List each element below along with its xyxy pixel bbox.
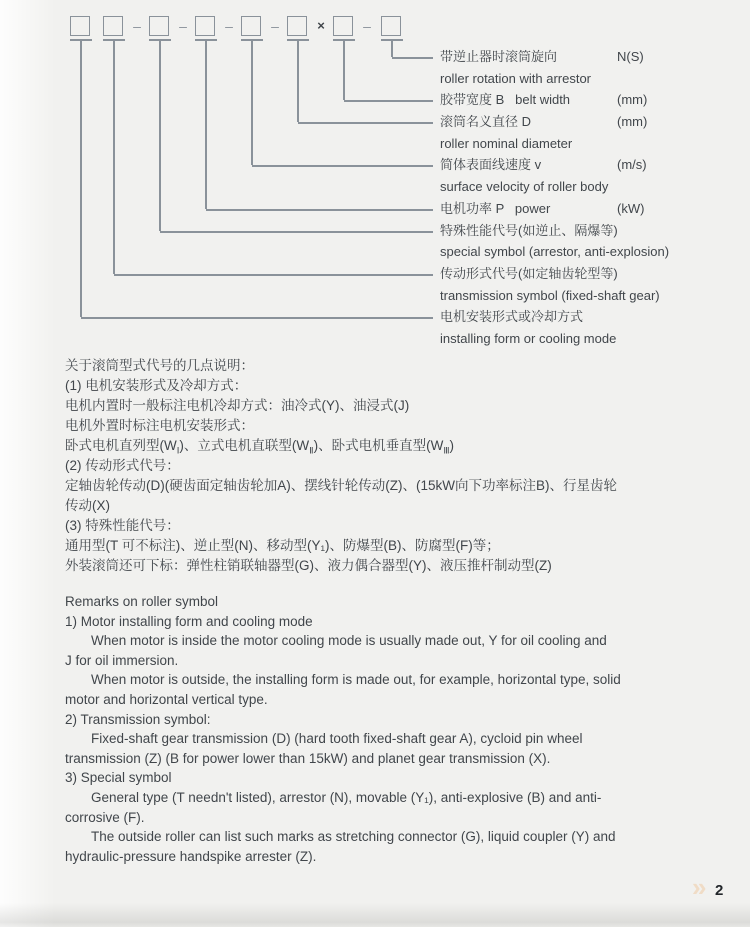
text-line: 1) Motor installing form and cooling mode xyxy=(65,613,313,629)
text-line: (3) 特殊性能代号： xyxy=(65,518,180,533)
connector-line xyxy=(344,100,433,102)
connector-line xyxy=(391,41,393,57)
code-box xyxy=(287,16,307,36)
code-label-line xyxy=(440,198,740,220)
connector-line xyxy=(298,122,433,124)
text-line: 通用型(T 可不标注)、逆止型(N)、移动型(Y₁)、防爆型(B)、防腐型(F)等； xyxy=(65,538,500,553)
text-line: motor and horizontal vertical type. xyxy=(65,691,268,707)
label-text: surface velocity of roller body xyxy=(440,179,609,195)
code-label-line xyxy=(440,154,740,176)
text-line: corrosive (F). xyxy=(65,809,145,825)
label-unit: (m/s) xyxy=(617,157,647,173)
label-text: 简体表面线速度 v xyxy=(440,157,542,173)
separator-dash: – xyxy=(271,18,279,34)
label-text: 滚筒名义直径 D xyxy=(440,114,532,130)
label-unit: (kW) xyxy=(617,200,645,216)
model-code-diagram xyxy=(0,0,750,360)
code-label-line xyxy=(440,111,740,133)
separator-dash: – xyxy=(179,18,187,34)
label-text: installing form or cooling mode xyxy=(440,330,617,346)
text-line: 电机外置时标注电机安装形式： xyxy=(65,418,254,433)
connector-line xyxy=(205,41,207,209)
code-label-line xyxy=(440,46,740,68)
code-label-line xyxy=(440,220,740,242)
text-line: 3) Special symbol xyxy=(65,770,172,786)
text-line: Fixed-shaft gear transmission (D) (hard tooth fixed-shaft gear A), cycloid pin wheel xyxy=(91,731,583,747)
code-label-line xyxy=(440,133,740,155)
text-line: Remarks on roller symbol xyxy=(65,594,219,609)
double-chevron-icon: » xyxy=(692,872,707,902)
code-label-line xyxy=(440,241,740,263)
separator-dash: – xyxy=(133,18,141,34)
text-line: When motor is inside the motor cooling mode is usually made out, Y for oil cooling and xyxy=(91,633,607,649)
page-number: 2 xyxy=(715,882,724,899)
text-line: hydraulic-pressure handspike arrester (Z). xyxy=(65,848,317,864)
text-line: (2) 传动形式代号： xyxy=(65,458,180,473)
label-unit: N(S) xyxy=(617,49,644,64)
label-unit: (mm) xyxy=(617,114,648,130)
label-text: transmission symbol (fixed-shaft gear) xyxy=(440,287,660,303)
code-label-line xyxy=(440,176,740,198)
separator-dash: – xyxy=(363,18,371,34)
separator-dash: – xyxy=(225,18,233,34)
connector-line xyxy=(392,57,433,59)
connector-line xyxy=(159,41,161,231)
remarks-english xyxy=(65,592,710,866)
code-label-line xyxy=(440,89,740,111)
text-line: J for oil immersion. xyxy=(65,652,179,668)
code-box xyxy=(103,16,123,36)
code-box xyxy=(70,16,90,36)
remarks-chinese xyxy=(65,356,710,576)
connector-line xyxy=(114,274,433,276)
text-line: 电机内置时一般标注电机冷却方式：油冷式(Y)、油浸式(J) xyxy=(65,398,410,413)
code-box xyxy=(333,16,353,36)
text-line: 关于滚筒型式代号的几点说明： xyxy=(65,358,254,373)
text-line: 卧式电机直列型$(W_Ⅰ)$、立式电机直联型$(W_Ⅱ)$、卧式电机垂直型$(W_Ⅲ)$ xyxy=(65,438,455,456)
text-line: 传动(X) xyxy=(65,498,110,513)
text-line: 定轴齿轮传动(D)(硬齿面定轴齿轮加A)、摆线针轮传动(Z)、(15kW向下功率标注B)、行星齿轮 xyxy=(65,478,617,493)
text-line: transmission (Z) (B for power lower than 15kW) and planet gear transmission (X). xyxy=(65,750,551,766)
connector-line xyxy=(80,41,82,317)
connector-line xyxy=(81,317,433,319)
text-line: When motor is outside, the installing form is made out, for example, horizontal type, solid xyxy=(91,672,621,688)
label-text: 电机功率 P power xyxy=(440,200,551,216)
text-line: General type (T needn't listed), arrestor (N), movable (Y₁), anti-explosive (B) and anti- xyxy=(91,789,602,805)
code-box xyxy=(195,16,215,36)
text-line: 外装滚筒还可下标：弹性柱销联轴器型(G)、液力偶合器型(Y)、液压推杆制动型(Z) xyxy=(65,558,552,573)
code-label-line xyxy=(440,263,740,285)
code-box xyxy=(381,16,401,36)
connector-line xyxy=(113,41,115,274)
scan-shadow-edge xyxy=(0,903,750,927)
text-line: 2) Transmission symbol: xyxy=(65,711,211,727)
connector-line xyxy=(251,41,253,165)
label-text: roller nominal diameter xyxy=(440,135,573,151)
code-label-line xyxy=(440,68,740,90)
label-text: roller rotation with arrestor xyxy=(440,70,591,86)
code-label-line xyxy=(440,328,740,350)
text-line: The outside roller can list such marks as stretching connector (G), liquid coupler (Y) and xyxy=(91,829,616,845)
code-label-line xyxy=(440,285,740,307)
label-text: 带逆止器时滚筒旋向 xyxy=(440,49,558,64)
connector-line xyxy=(160,231,433,233)
code-box xyxy=(241,16,261,36)
label-text: 胶带宽度 B belt width xyxy=(440,92,571,108)
code-labels xyxy=(440,46,740,350)
code-box xyxy=(149,16,169,36)
connector-line xyxy=(343,41,345,100)
label-text: 特殊性能代号(如逆止、隔爆等) xyxy=(440,222,618,238)
connector-line xyxy=(297,41,299,122)
label-text: 传动形式代号(如定轴齿轮型等) xyxy=(440,265,618,281)
connector-line xyxy=(206,209,433,211)
separator-times: × xyxy=(317,18,325,33)
label-unit: (mm) xyxy=(617,92,648,108)
label-text: 电机安装形式或冷却方式 xyxy=(440,309,584,325)
text-line: (1) 电机安装形式及冷却方式： xyxy=(65,378,248,393)
code-label-line xyxy=(440,306,740,328)
label-text: special symbol (arrestor, anti-explosion) xyxy=(440,244,670,260)
connector-line xyxy=(252,165,433,167)
